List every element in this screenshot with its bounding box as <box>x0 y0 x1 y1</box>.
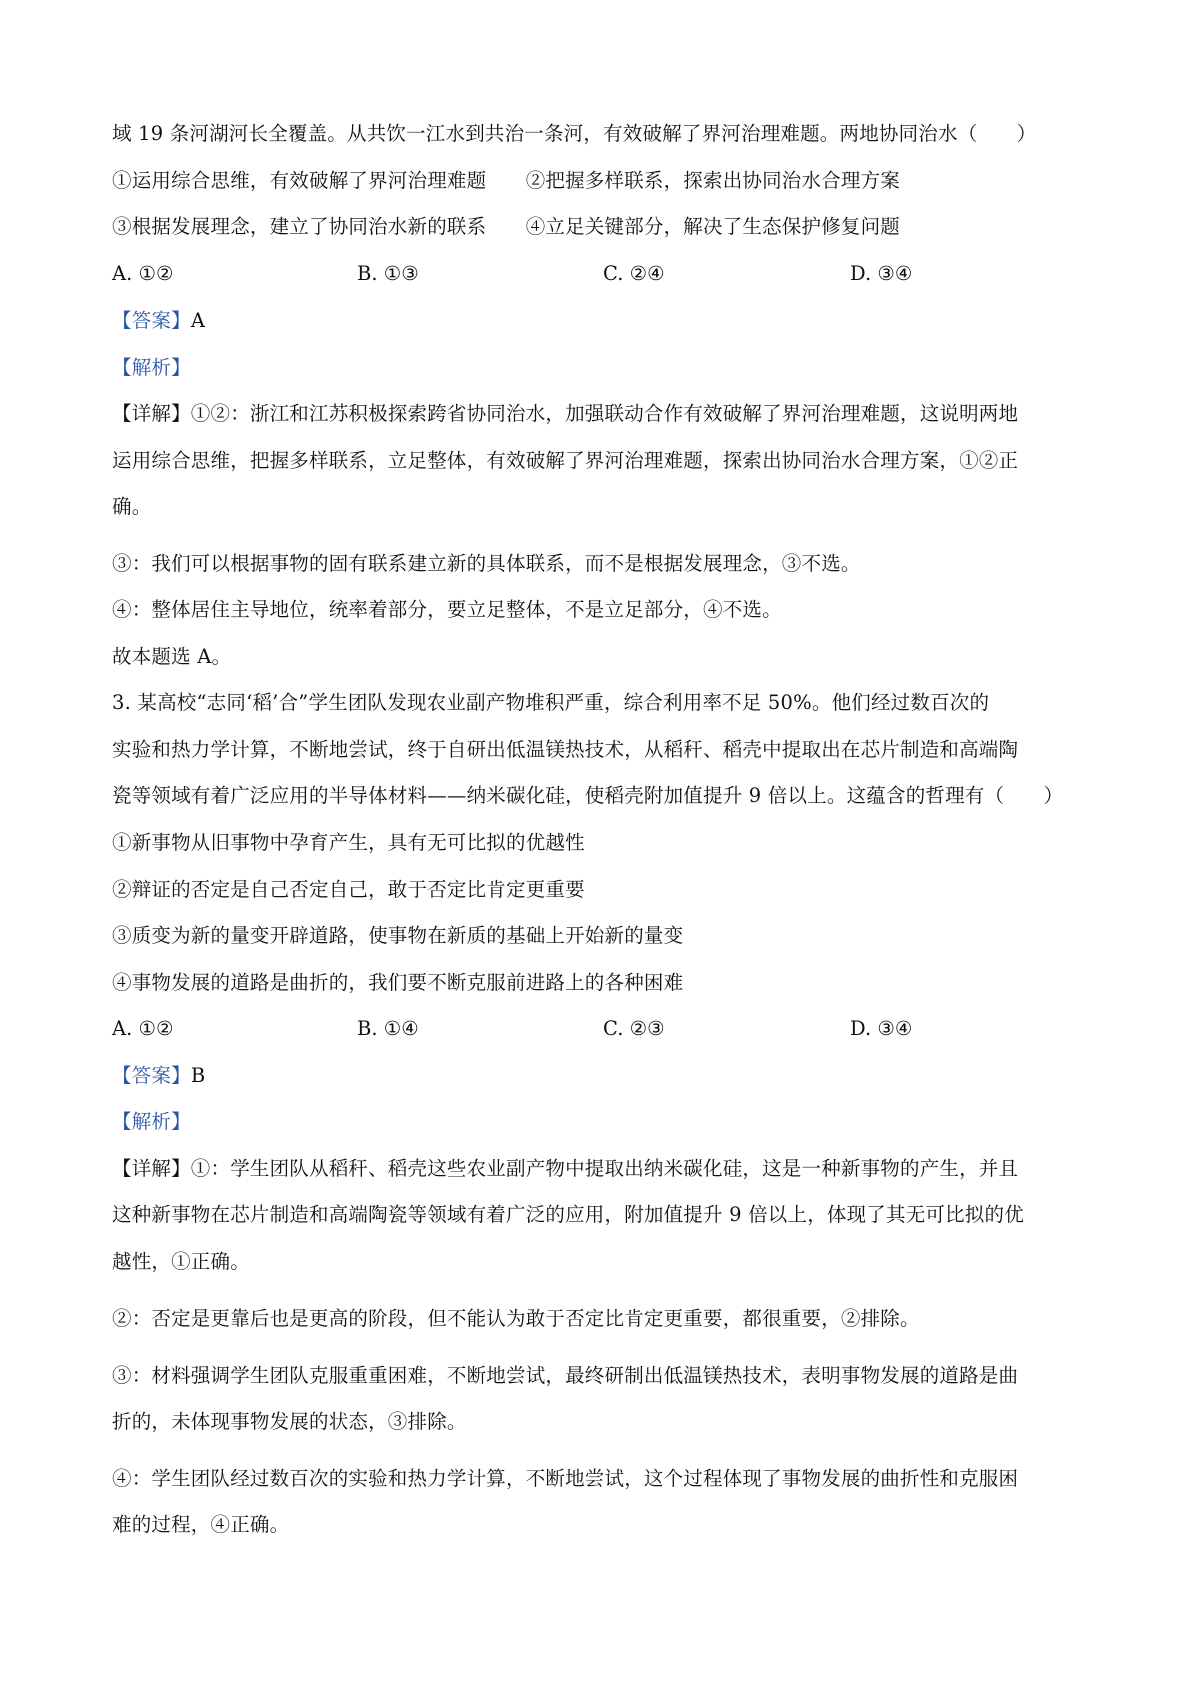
q2-stem-tail: 域 19 条河湖河长全覆盖。从共饮一江水到共治一条河，有效破解了界河治理难题。两地协同治水（ ） <box>112 122 1037 145</box>
q2-answer-tag: 【答案】 <box>112 309 191 332</box>
q2-option-c: C. ②④ <box>603 262 665 285</box>
q2-detail-line: ④：整体居住主导地位，统率着部分，要立足整体，不是立足部分，④不选。 <box>112 598 782 621</box>
q3-answer: B <box>190 1064 206 1087</box>
q3-statement-3: ③质变为新的量变开辟道路，使事物在新质的基础上开始新的量变 <box>112 924 684 947</box>
q3-analysis-tag: 【解析】 <box>112 1110 191 1133</box>
q2-statements-3-4: ③根据发展理念，建立了协同治水新的联系 ④立足关键部分，解决了生态保护修复问题 <box>112 215 901 238</box>
q2-conclusion: 故本题选 A。 <box>112 645 232 668</box>
q2-options <box>0 261 1200 287</box>
q3-detail-line: ③：材料强调学生团队克服重重困难，不断地尝试，最终研制出低温镁热技术，表明事物发展的道路是曲 <box>112 1364 1019 1387</box>
q3-detail-line: 折的，未体现事物发展的状态，③排除。 <box>112 1410 467 1433</box>
q3-statement-2: ②辩证的否定是自己否定自己，敢于否定比肯定更重要 <box>112 878 585 901</box>
q3-detail-line: 难的过程，④正确。 <box>112 1513 290 1536</box>
q2-detail-line: 确。 <box>112 495 152 518</box>
q3-detail-line: 这种新事物在芯片制造和高端陶瓷等领域有着广泛的应用，附加值提升 9 倍以上，体现了其无可比拟的优 <box>112 1203 1024 1226</box>
q3-options <box>0 1016 1200 1042</box>
q2-statements-1-2: ①运用综合思维，有效破解了界河治理难题 ②把握多样联系，探索出协同治水合理方案 <box>112 169 901 192</box>
q3-statement-1: ①新事物从旧事物中孕育产生，具有无可比拟的优越性 <box>112 831 585 854</box>
q3-stem-line: 3. 某高校“志同‘稻’合”学生团队发现农业副产物堆积严重，综合利用率不足 50%。他们经过数百次的 <box>112 691 990 714</box>
q3-answer-line <box>112 1063 1100 1089</box>
q3-detail-line: 【详解】①：学生团队从稻秆、稻壳这些农业副产物中提取出纳米碳化硅，这是一种新事物的产生，并且 <box>112 1157 1019 1180</box>
q2-detail-line: ③：我们可以根据事物的固有联系建立新的具体联系，而不是根据发展理念，③不选。 <box>112 552 861 575</box>
q2-answer: A <box>190 309 206 332</box>
q2-answer-line <box>112 308 1100 334</box>
q2-detail-line: 运用综合思维，把握多样联系，立足整体，有效破解了界河治理难题，探索出协同治水合理方案，①②正 <box>112 449 1019 472</box>
q3-option-c: C. ②③ <box>603 1017 665 1040</box>
q2-analysis-tag: 【解析】 <box>112 356 191 379</box>
q3-answer-tag: 【答案】 <box>112 1064 191 1087</box>
q2-option-a: A. ①② <box>112 262 174 285</box>
q2-option-b: B. ①③ <box>357 262 419 285</box>
q3-option-d: D. ③④ <box>850 1017 913 1040</box>
q2-detail-line: 【详解】①②：浙江和江苏积极探索跨省协同治水，加强联动合作有效破解了界河治理难题，这说明两地 <box>112 402 1019 425</box>
q3-statement-4: ④事物发展的道路是曲折的，我们要不断克服前进路上的各种困难 <box>112 971 684 994</box>
q3-stem-line: 瓷等领域有着广泛应用的半导体材料——纳米碳化硅，使稻壳附加值提升 9 倍以上。这蕴含的哲理有（ ） <box>112 784 1064 807</box>
q3-detail-line: ④：学生团队经过数百次的实验和热力学计算，不断地尝试，这个过程体现了事物发展的曲折性和克服困 <box>112 1467 1019 1490</box>
q2-option-d: D. ③④ <box>850 262 913 285</box>
q3-stem-line: 实验和热力学计算，不断地尝试，终于自研出低温镁热技术，从稻秆、稻壳中提取出在芯片制造和高端陶 <box>112 738 1019 761</box>
q3-detail-line: 越性，①正确。 <box>112 1250 250 1273</box>
q3-option-a: A. ①② <box>112 1017 174 1040</box>
q3-detail-line: ②：否定是更靠后也是更高的阶段，但不能认为敢于否定比肯定更重要，都很重要，②排除。 <box>112 1307 920 1330</box>
q3-option-b: B. ①④ <box>357 1017 419 1040</box>
